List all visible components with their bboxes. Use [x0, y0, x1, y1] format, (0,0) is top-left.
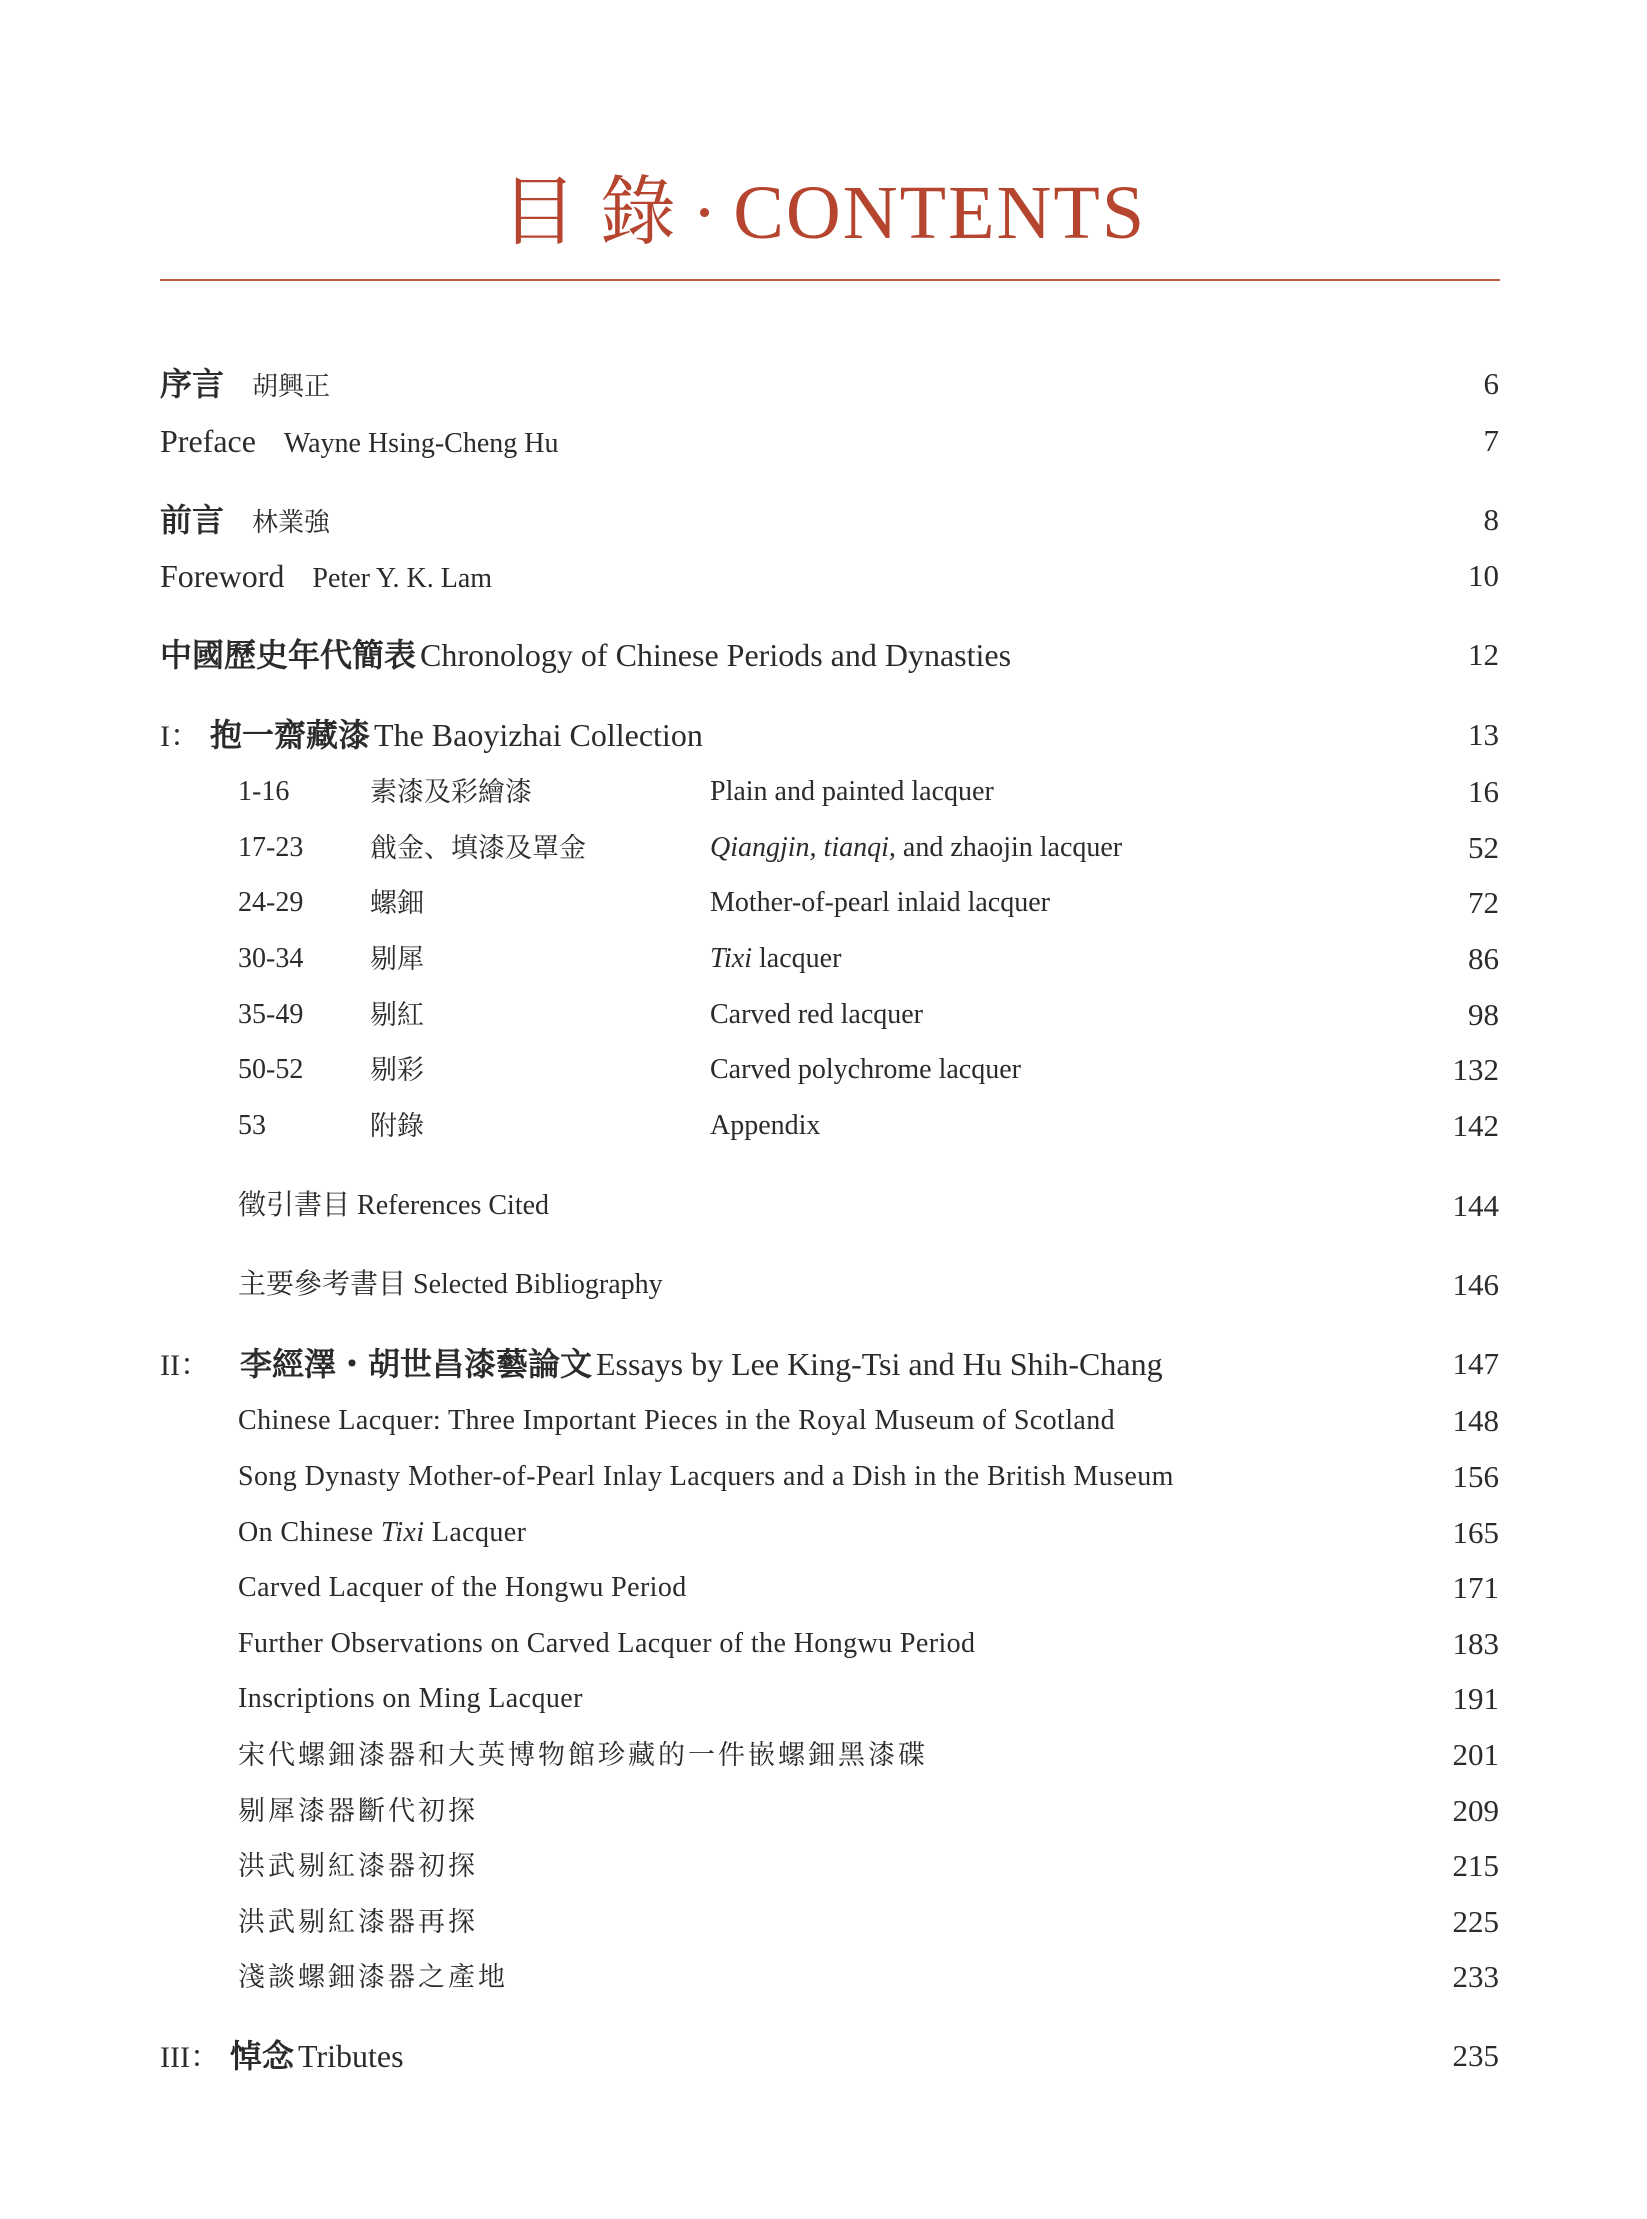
page-number: 146: [1452, 1267, 1499, 1302]
page-number: 52: [1468, 830, 1499, 865]
essay-title: 洪武剔紅漆器再探: [238, 1907, 478, 1937]
entry-author: Peter Y. K. Lam: [312, 563, 493, 594]
page-number: 132: [1452, 1052, 1499, 1087]
toc-subentry[interactable]: [0, 937, 1647, 981]
entry-title-en: Selected Bibliography: [413, 1269, 663, 1300]
subentry-zh: 螺鈿: [370, 888, 424, 918]
toc-part-2[interactable]: [0, 1342, 1647, 1386]
subentry-zh: 剔紅: [370, 1000, 424, 1030]
toc-subentry[interactable]: [0, 770, 1647, 814]
toc-essay[interactable]: [0, 1511, 1647, 1555]
page-number: 98: [1468, 997, 1499, 1032]
part-title-en: Tributes: [298, 2038, 404, 2074]
entry-title: 前言: [160, 502, 225, 538]
entry-title-en: References Cited: [357, 1190, 550, 1221]
catalogue-range: 50-52: [238, 1054, 304, 1085]
toc-essay[interactable]: [0, 1677, 1647, 1721]
page-number: 235: [1452, 2038, 1499, 2073]
catalogue-range: 30-34: [238, 943, 304, 974]
essay-title: Song Dynasty Mother-of-Pearl Inlay Lacquers and a Dish in the British Museum: [238, 1461, 1174, 1492]
page-number: 156: [1452, 1459, 1499, 1494]
part-numeral: II：: [160, 1349, 210, 1382]
entry-title-en: Chronology of Chinese Periods and Dynasties: [420, 637, 1012, 673]
page-number: 209: [1452, 1793, 1499, 1828]
page-number: 10: [1468, 558, 1499, 593]
toc-subentry[interactable]: [0, 993, 1647, 1037]
page-number: 16: [1468, 774, 1499, 809]
entry-author: 林業強: [252, 508, 331, 537]
page-number: 148: [1452, 1403, 1499, 1438]
page-number: 144: [1452, 1188, 1499, 1223]
part-numeral: I：: [160, 720, 200, 753]
toc-subentry[interactable]: [0, 826, 1647, 870]
title-english: CONTENTS: [733, 171, 1147, 255]
page-number: 183: [1452, 1626, 1499, 1661]
entry-author: 胡興正: [252, 372, 331, 401]
part-title-en: The Baoyizhai Collection: [374, 717, 703, 753]
essay-title: Inscriptions on Ming Lacquer: [238, 1683, 583, 1714]
subentry-en: Mother-of-pearl inlaid lacquer: [710, 887, 1050, 918]
toc-essay[interactable]: [0, 1399, 1647, 1443]
essay-title: On Chinese Tixi Lacquer: [238, 1517, 527, 1548]
toc-essay[interactable]: [0, 1455, 1647, 1499]
page-number: 147: [1452, 1346, 1499, 1381]
page-number: 7: [1483, 423, 1499, 458]
page-number: 215: [1452, 1848, 1499, 1883]
page-number: 165: [1452, 1515, 1499, 1550]
part-title-zh: 抱一齋藏漆: [210, 717, 371, 753]
essay-title: 宋代螺鈿漆器和大英博物館珍藏的一件嵌螺鈿黑漆碟: [238, 1740, 928, 1770]
part-title-zh: 李經澤・胡世昌漆藝論文: [239, 1346, 592, 1382]
essay-title: Further Observations on Carved Lacquer of the Hongwu Period: [238, 1628, 976, 1659]
toc-entry-preface-zh[interactable]: [0, 362, 1647, 406]
entry-title: 序言: [160, 366, 225, 402]
entry-author: Wayne Hsing-Cheng Hu: [283, 428, 559, 459]
entry-title-zh: 中國歷史年代簡表: [160, 637, 417, 673]
toc-part-1[interactable]: [0, 713, 1647, 757]
toc-essay[interactable]: [0, 1955, 1647, 1999]
page-number: 12: [1468, 637, 1499, 672]
toc-essay[interactable]: [0, 1844, 1647, 1888]
entry-title-zh: 徵引書目: [238, 1190, 351, 1221]
essay-title: Carved Lacquer of the Hongwu Period: [238, 1572, 687, 1603]
toc-essay[interactable]: [0, 1733, 1647, 1777]
page-number: 6: [1483, 366, 1499, 401]
toc-subentry[interactable]: [0, 1048, 1647, 1092]
page-number: 13: [1468, 717, 1499, 752]
subentry-zh: 剔彩: [370, 1055, 424, 1085]
toc-essay[interactable]: [0, 1900, 1647, 1944]
toc-essay[interactable]: [0, 1622, 1647, 1666]
subentry-en: Qiangjin, tianqi, and zhaojin lacquer: [710, 832, 1123, 863]
essay-title: Chinese Lacquer: Three Important Pieces in the Royal Museum of Scotland: [238, 1405, 1115, 1436]
subentry-en: Plain and painted lacquer: [710, 776, 994, 807]
toc-entry-preface-en[interactable]: [0, 419, 1647, 463]
toc-entry-foreword-zh[interactable]: [0, 498, 1647, 542]
catalogue-range: 24-29: [238, 887, 304, 918]
catalogue-range: 35-49: [238, 999, 304, 1030]
subentry-en: Carved polychrome lacquer: [710, 1054, 1021, 1085]
toc-part-3[interactable]: [0, 2034, 1647, 2078]
title-rule: [160, 279, 1500, 281]
catalogue-range: 53: [238, 1110, 266, 1141]
catalogue-range: 17-23: [238, 832, 304, 863]
page-number: 201: [1452, 1737, 1499, 1772]
page-number: 72: [1468, 885, 1499, 920]
toc-essay[interactable]: [0, 1789, 1647, 1833]
catalogue-range: 1-16: [238, 776, 290, 807]
toc-entry-bibliography[interactable]: [0, 1263, 1647, 1307]
toc-essay[interactable]: [0, 1566, 1647, 1610]
subentry-zh: 戧金、填漆及罩金: [370, 833, 586, 863]
toc-subentry[interactable]: [0, 881, 1647, 925]
subentry-en: Carved red lacquer: [710, 999, 923, 1030]
page-number: 8: [1483, 502, 1499, 537]
title-chinese: 目 錄: [500, 171, 678, 255]
subentry-zh: 附錄: [370, 1111, 424, 1141]
page-title: [0, 168, 1647, 258]
essay-title: 剔犀漆器斷代初探: [238, 1796, 478, 1826]
toc-entry-chronology[interactable]: [0, 633, 1647, 677]
part-title-en: Essays by Lee King-Tsi and Hu Shih-Chang: [596, 1346, 1163, 1382]
subentry-zh: 素漆及彩繪漆: [370, 777, 532, 807]
page-number: 191: [1452, 1681, 1499, 1716]
page-number: 225: [1452, 1904, 1499, 1939]
subentry-zh: 剔犀: [370, 944, 424, 974]
subentry-en: Tixi lacquer: [710, 943, 842, 974]
page-number: 142: [1452, 1108, 1499, 1143]
entry-title-zh: 主要參考書目: [238, 1269, 407, 1300]
essay-title: 淺談螺鈿漆器之產地: [238, 1962, 508, 1992]
title-separator: ·: [691, 171, 720, 255]
subentry-en: Appendix: [710, 1110, 821, 1141]
essay-title: 洪武剔紅漆器初探: [238, 1851, 478, 1881]
page-number: 86: [1468, 941, 1499, 976]
toc-entry-references[interactable]: [0, 1184, 1647, 1228]
entry-title: Foreword: [160, 558, 285, 594]
part-numeral: III：: [160, 2041, 220, 2074]
part-title-zh: 悼念: [229, 2038, 294, 2074]
toc-subentry[interactable]: [0, 1104, 1647, 1148]
page-number: 233: [1452, 1959, 1499, 1994]
toc-entry-foreword-en[interactable]: [0, 554, 1647, 598]
page-number: 171: [1452, 1570, 1499, 1605]
entry-title: Preface: [160, 423, 256, 459]
